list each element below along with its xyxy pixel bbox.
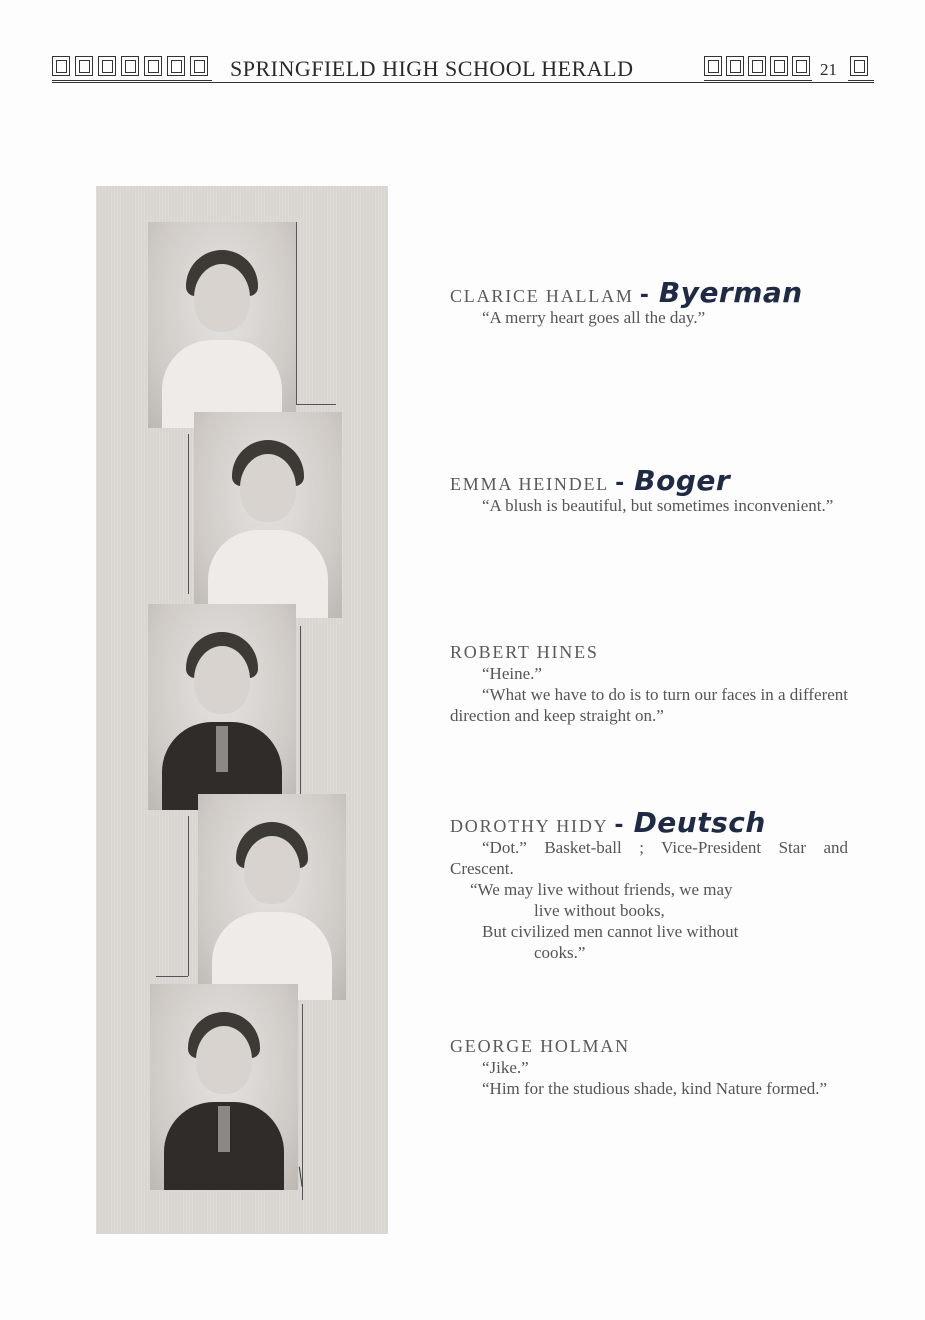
student-quote: “What we have to do is to turn our faces in a different direction and keep straight on.”	[450, 685, 848, 725]
header-rule	[52, 82, 874, 83]
student-quote-line-2: live without books,	[534, 901, 665, 920]
student-quote: “Him for the studious shade, kind Nature formed.”	[482, 1079, 828, 1098]
entry-clarice-hallam	[450, 276, 848, 328]
entry-george-holman	[450, 1036, 848, 1099]
handwritten-married-name: Deutsch	[633, 806, 766, 839]
student-activities: Basket-ball ; Vice-President Star and Crescent.	[450, 838, 848, 878]
page-header	[52, 52, 874, 86]
student-nickname: “Jike.”	[482, 1058, 529, 1077]
student-nickname: “Heine.”	[482, 664, 542, 683]
page-number: 21	[820, 60, 837, 79]
handwritten-married-name: Byerman	[658, 276, 803, 309]
student-quote-line-1: “We may live without friends, we may	[470, 880, 733, 899]
portrait-george-holman	[150, 984, 298, 1190]
right-ornament-border	[704, 56, 812, 78]
student-name: CLARICE HALLAM	[450, 286, 634, 306]
student-name: ROBERT HINES	[450, 642, 599, 662]
portrait-robert-hines	[148, 604, 296, 810]
entry-emma-heindel	[450, 464, 848, 516]
portrait-dorothy-hidy	[198, 794, 346, 1000]
entry-robert-hines	[450, 642, 848, 726]
portrait-strip	[96, 186, 388, 1234]
student-quote-line-3: But civilized men cannot live without	[482, 922, 739, 941]
student-quote: “A merry heart goes all the day.”	[482, 308, 706, 327]
entry-dorothy-hidy	[450, 806, 848, 963]
handwritten-married-name: Boger	[634, 464, 731, 497]
student-name: DOROTHY HIDY	[450, 816, 609, 836]
portrait-emma-heindel	[194, 412, 342, 618]
handwritten-dash: -	[615, 471, 625, 496]
student-quote: “A blush is beautiful, but sometimes inconvenient.”	[482, 496, 834, 515]
student-name: GEORGE HOLMAN	[450, 1036, 630, 1056]
student-activities-line	[450, 837, 848, 879]
end-ornament	[848, 56, 874, 78]
student-name: EMMA HEINDEL	[450, 474, 610, 494]
handwritten-dash: -	[614, 813, 624, 838]
handwritten-dash: -	[639, 283, 649, 308]
portrait-clarice-hallam	[148, 222, 296, 428]
publication-title: SPRINGFIELD HIGH SCHOOL HERALD	[230, 56, 634, 81]
student-quote-line-4: cooks.”	[534, 943, 586, 962]
student-nickname: “Dot.”	[482, 838, 527, 857]
left-ornament-border	[52, 56, 212, 78]
